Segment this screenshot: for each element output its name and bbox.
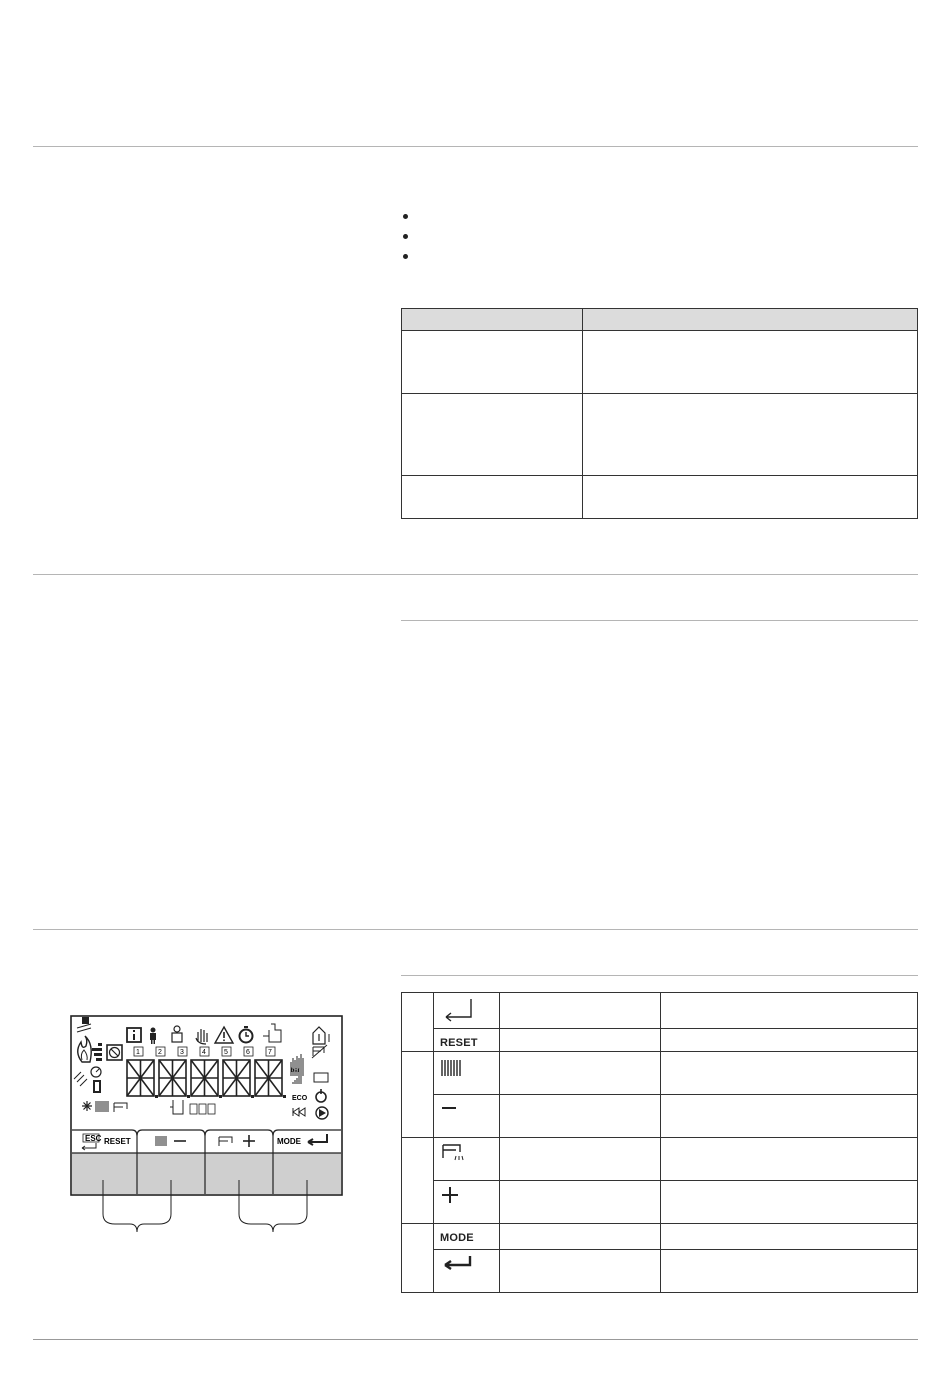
- radiator-icon: [96, 1101, 108, 1112]
- segment-display: [127, 1060, 282, 1096]
- table-cell: [402, 394, 583, 476]
- svg-text:7: 7: [268, 1049, 272, 1056]
- table-cell: [434, 1138, 500, 1181]
- table-header-cell: [402, 309, 583, 331]
- tap-icon: [440, 1142, 468, 1164]
- minus-icon: [440, 1099, 464, 1117]
- table-row: [402, 1138, 918, 1181]
- digit-3: [191, 1060, 218, 1096]
- table-cell: [402, 476, 583, 519]
- svg-text:5: 5: [224, 1049, 228, 1056]
- svg-text:1: 1: [136, 1049, 140, 1056]
- table-cell: [500, 993, 661, 1029]
- table-cell: [500, 1138, 661, 1181]
- table-cell: [434, 1250, 500, 1293]
- table-cell: [434, 1224, 500, 1250]
- table-cell: [661, 1181, 918, 1224]
- table-row: [402, 476, 918, 519]
- digit-1: [127, 1060, 154, 1096]
- table-cell: [661, 1029, 918, 1052]
- list-bullet: [403, 234, 408, 239]
- mode-text: MODE: [277, 1137, 301, 1146]
- svg-text:4: 4: [202, 1049, 206, 1056]
- reset-label: RESET: [440, 1037, 478, 1049]
- list-bullet: [403, 254, 408, 259]
- subsection-divider: [401, 620, 918, 621]
- digit-2: [159, 1060, 186, 1096]
- section-divider-bottom: [33, 1339, 918, 1340]
- section-divider-top: [33, 146, 918, 147]
- table-cell: [434, 1052, 500, 1095]
- table-cell: [661, 1250, 918, 1293]
- reset-text: RESET: [104, 1137, 131, 1146]
- table-cell: [402, 993, 434, 1052]
- table-row: [402, 1181, 918, 1224]
- enter-arrow-icon: [440, 997, 474, 1023]
- table-cell: [434, 1095, 500, 1138]
- svg-text:2: 2: [158, 1049, 162, 1056]
- digit-5: [255, 1060, 282, 1096]
- table-row: [402, 331, 918, 394]
- table-cell: [500, 1052, 661, 1095]
- section-divider-middle: [33, 574, 918, 575]
- plus-icon: [440, 1185, 464, 1207]
- svg-text:3: 3: [180, 1049, 184, 1056]
- table-cell: [402, 1224, 434, 1293]
- snowflake-icon: [82, 1101, 92, 1111]
- table-cell: [583, 476, 918, 519]
- table-row: [402, 993, 918, 1029]
- table-cell: [402, 1138, 434, 1224]
- table-row: [402, 1224, 918, 1250]
- table-cell: [402, 331, 583, 394]
- table-row: [402, 394, 918, 476]
- table-row: [402, 1095, 918, 1138]
- enter-arrow-bold-icon: [440, 1254, 474, 1274]
- bar-text: bar: [291, 1068, 300, 1074]
- table-cell: [500, 1181, 661, 1224]
- table-cell: [661, 1224, 918, 1250]
- mode-label: MODE: [440, 1232, 474, 1244]
- table-cell: [434, 993, 500, 1029]
- subsection-divider-lower: [401, 975, 918, 976]
- table-header-row: [402, 309, 918, 331]
- control-panel-figure: [60, 1000, 360, 1260]
- info-table: [401, 308, 918, 519]
- table-cell: [500, 1250, 661, 1293]
- digit-4: [223, 1060, 250, 1096]
- radiator-icon: [440, 1056, 464, 1078]
- table-row: [402, 1052, 918, 1095]
- table-row: [402, 1250, 918, 1293]
- table-cell: [661, 993, 918, 1029]
- button-table: [401, 992, 918, 1293]
- battery-icon: [93, 1080, 101, 1093]
- svg-text:6: 6: [246, 1049, 250, 1056]
- table-cell: [434, 1181, 500, 1224]
- table-cell: [583, 394, 918, 476]
- table-cell: [661, 1095, 918, 1138]
- table-header-cell: [583, 309, 918, 331]
- eco-text: ECO: [292, 1095, 308, 1102]
- table-cell: [500, 1095, 661, 1138]
- esc-text: ESC: [85, 1134, 102, 1143]
- table-cell: [583, 331, 918, 394]
- table-row: [402, 1029, 918, 1052]
- table-cell: [661, 1052, 918, 1095]
- table-cell: [500, 1029, 661, 1052]
- list-bullet: [403, 214, 408, 219]
- button-strip: [72, 1153, 341, 1194]
- section-divider-lower: [33, 929, 918, 930]
- table-cell: [500, 1224, 661, 1250]
- table-cell: [434, 1029, 500, 1052]
- table-cell: [402, 1052, 434, 1138]
- table-cell: [661, 1138, 918, 1181]
